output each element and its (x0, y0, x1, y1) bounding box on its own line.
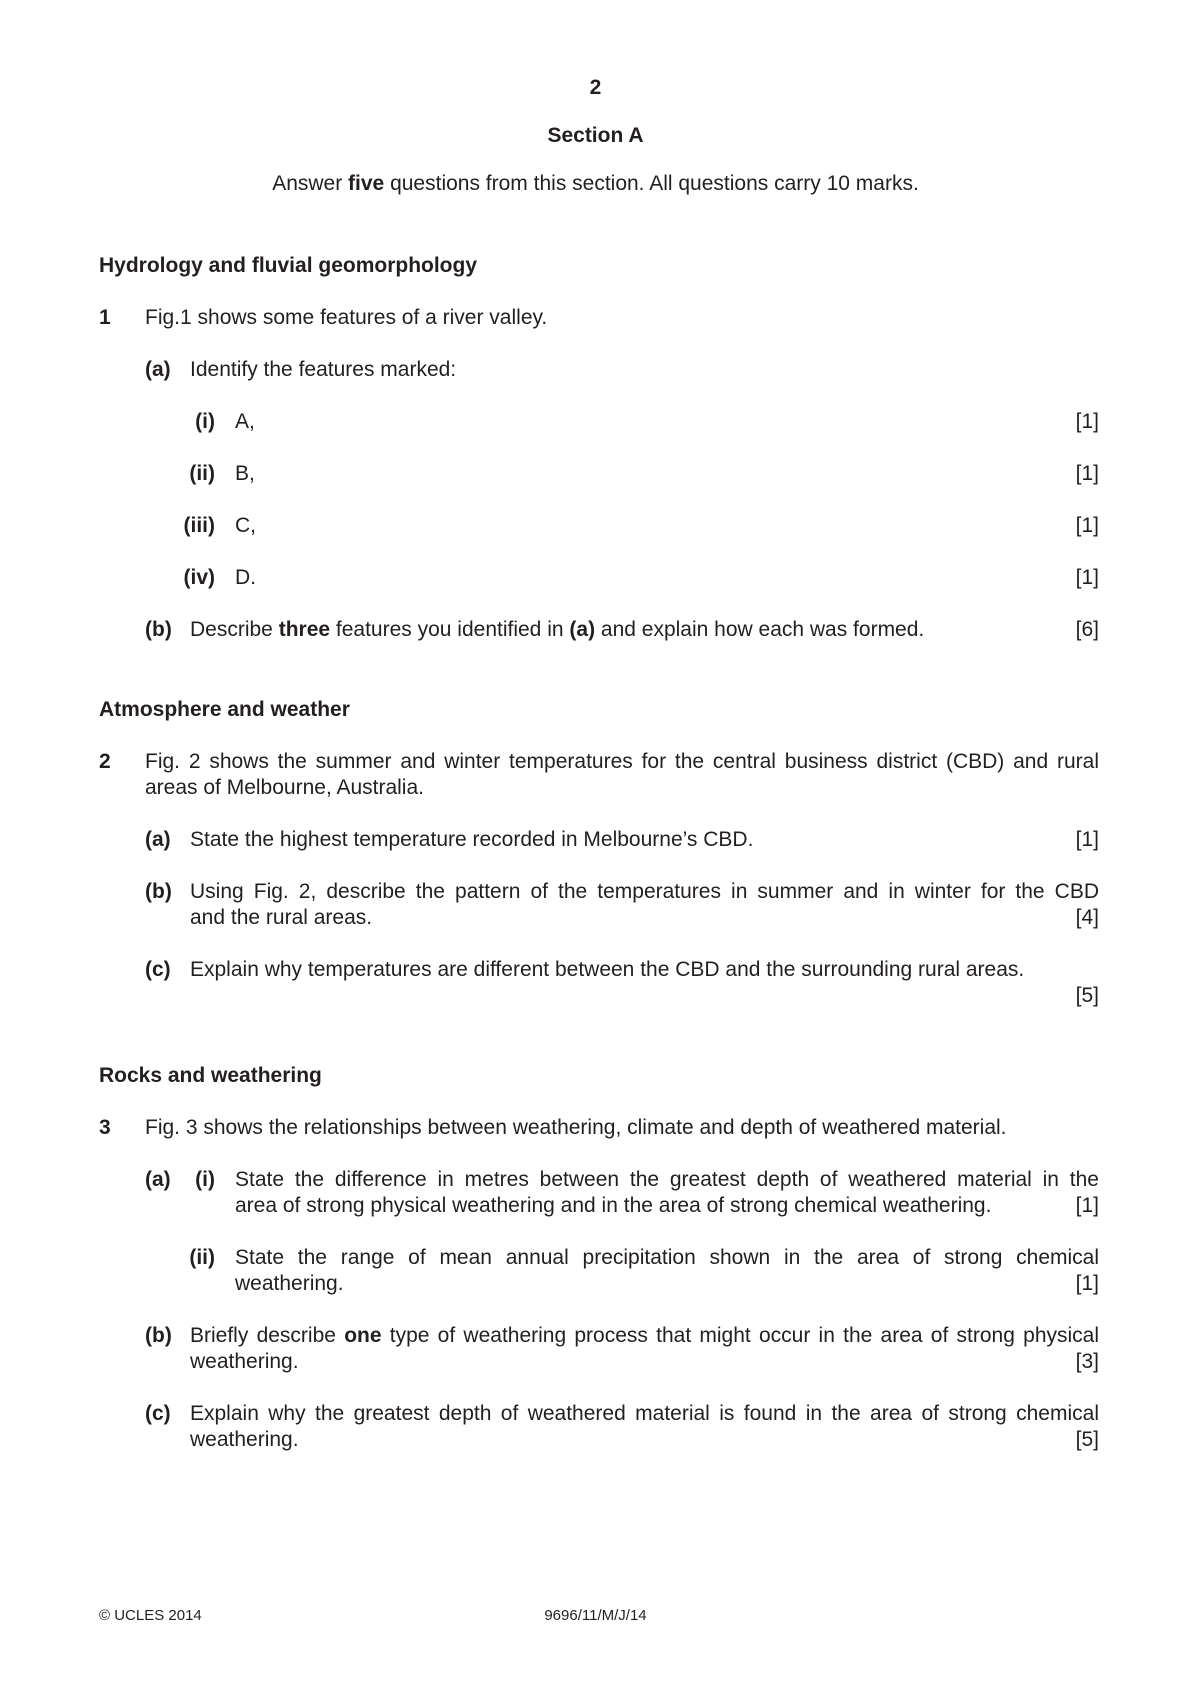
marks-allocation: [1] (1075, 514, 1099, 537)
marks-allocation: [1] (1075, 566, 1099, 589)
q1a-sub-text: A, (235, 410, 255, 433)
section-title: Section A (547, 124, 644, 147)
marks-allocation: [1] (1075, 462, 1099, 485)
q1-part-b-text: Describe three features you identified in (a) and explain how each was formed. (190, 618, 925, 641)
q3-part-c-line1: Explain why the greatest depth of weathered material is found in the area of strong chemical (190, 1402, 1099, 1425)
q2-part-b-line1: Using Fig. 2, describe the pattern of the temperatures in summer and in winter for the CBD (190, 880, 1099, 903)
q3a-sub-label: (i) (195, 1168, 215, 1191)
marks-allocation: [1] (1075, 828, 1099, 851)
question-1-stem: Fig.1 shows some features of a river valley. (145, 306, 548, 329)
q3-part-ai-line1: State the difference in metres between the greatest depth of weathered material in the (235, 1168, 1099, 1191)
q1-part-a-text: Identify the features marked: (190, 358, 457, 381)
q3-part-aii-line1: State the range of mean annual precipitation shown in the area of strong chemical (235, 1246, 1099, 1269)
marks-allocation: [3] (1075, 1350, 1099, 1373)
marks-allocation: [1] (1075, 1272, 1099, 1295)
q2-part-a-text: State the highest temperature recorded in Melbourne’s CBD. (190, 828, 754, 851)
q2-part-a-label: (a) (145, 828, 171, 851)
q2-part-c-text: Explain why temperatures are different between the CBD and the surrounding rural areas. (190, 958, 1025, 981)
q3-part-b-line2: weathering. (190, 1350, 299, 1373)
marks-allocation: [5] (1075, 1428, 1099, 1451)
q1a-sub-label: (iii) (183, 514, 215, 537)
q3-part-c-label: (c) (145, 1402, 171, 1425)
marks-allocation: [4] (1075, 906, 1099, 929)
topic-heading-atmosphere: Atmosphere and weather (99, 698, 350, 721)
q1a-sub-label: (ii) (189, 462, 215, 485)
question-2-stem-line1: Fig. 2 shows the summer and winter temperatures for the central business district (CBD) and rural (145, 750, 1099, 773)
question-number-2: 2 (99, 750, 111, 773)
q3-part-ai-line2: area of strong physical weathering and in the area of strong chemical weathering. (235, 1194, 992, 1217)
q3a-sub-label: (ii) (189, 1246, 215, 1269)
q3-part-c-line2: weathering. (190, 1428, 299, 1451)
page-number: 2 (589, 76, 602, 99)
marks-allocation: [1] (1075, 1194, 1099, 1217)
q3-part-b-line1: Briefly describe one type of weathering process that might occur in the area of strong physical (190, 1324, 1100, 1347)
q1-part-a-label: (a) (145, 358, 171, 381)
q3-part-aii-line2: weathering. (235, 1272, 344, 1295)
marks-allocation: [6] (1075, 618, 1099, 641)
q2-part-b-label: (b) (145, 880, 172, 903)
q3-part-a-label: (a) (145, 1168, 171, 1191)
section-instructions: Answer five questions from this section. All questions carry 10 marks. (272, 172, 919, 195)
question-number-1: 1 (99, 306, 111, 329)
marks-allocation: [1] (1075, 410, 1099, 433)
q1a-sub-text: D. (235, 566, 256, 589)
topic-heading-rocks: Rocks and weathering (99, 1064, 322, 1087)
q2-part-b-line2: and the rural areas. (190, 906, 373, 929)
q1a-sub-label: (i) (195, 410, 215, 433)
q1a-sub-text: B, (235, 462, 255, 485)
question-2-stem-line2: areas of Melbourne, Australia. (145, 776, 424, 799)
q3-part-b-label: (b) (145, 1324, 172, 1347)
q1a-sub-label: (iv) (183, 566, 215, 589)
question-number-3: 3 (99, 1116, 111, 1139)
footer-copyright: © UCLES 2014 (99, 1607, 202, 1624)
footer-paper-code: 9696/11/M/J/14 (544, 1607, 647, 1624)
q2-part-c-label: (c) (145, 958, 171, 981)
q1-part-b-label: (b) (145, 618, 172, 641)
marks-allocation: [5] (1075, 984, 1099, 1007)
question-3-stem: Fig. 3 shows the relationships between weathering, climate and depth of weathered material. (145, 1116, 1007, 1139)
q1a-sub-text: C, (235, 514, 256, 537)
topic-heading-hydrology: Hydrology and fluvial geomorphology (99, 254, 478, 277)
